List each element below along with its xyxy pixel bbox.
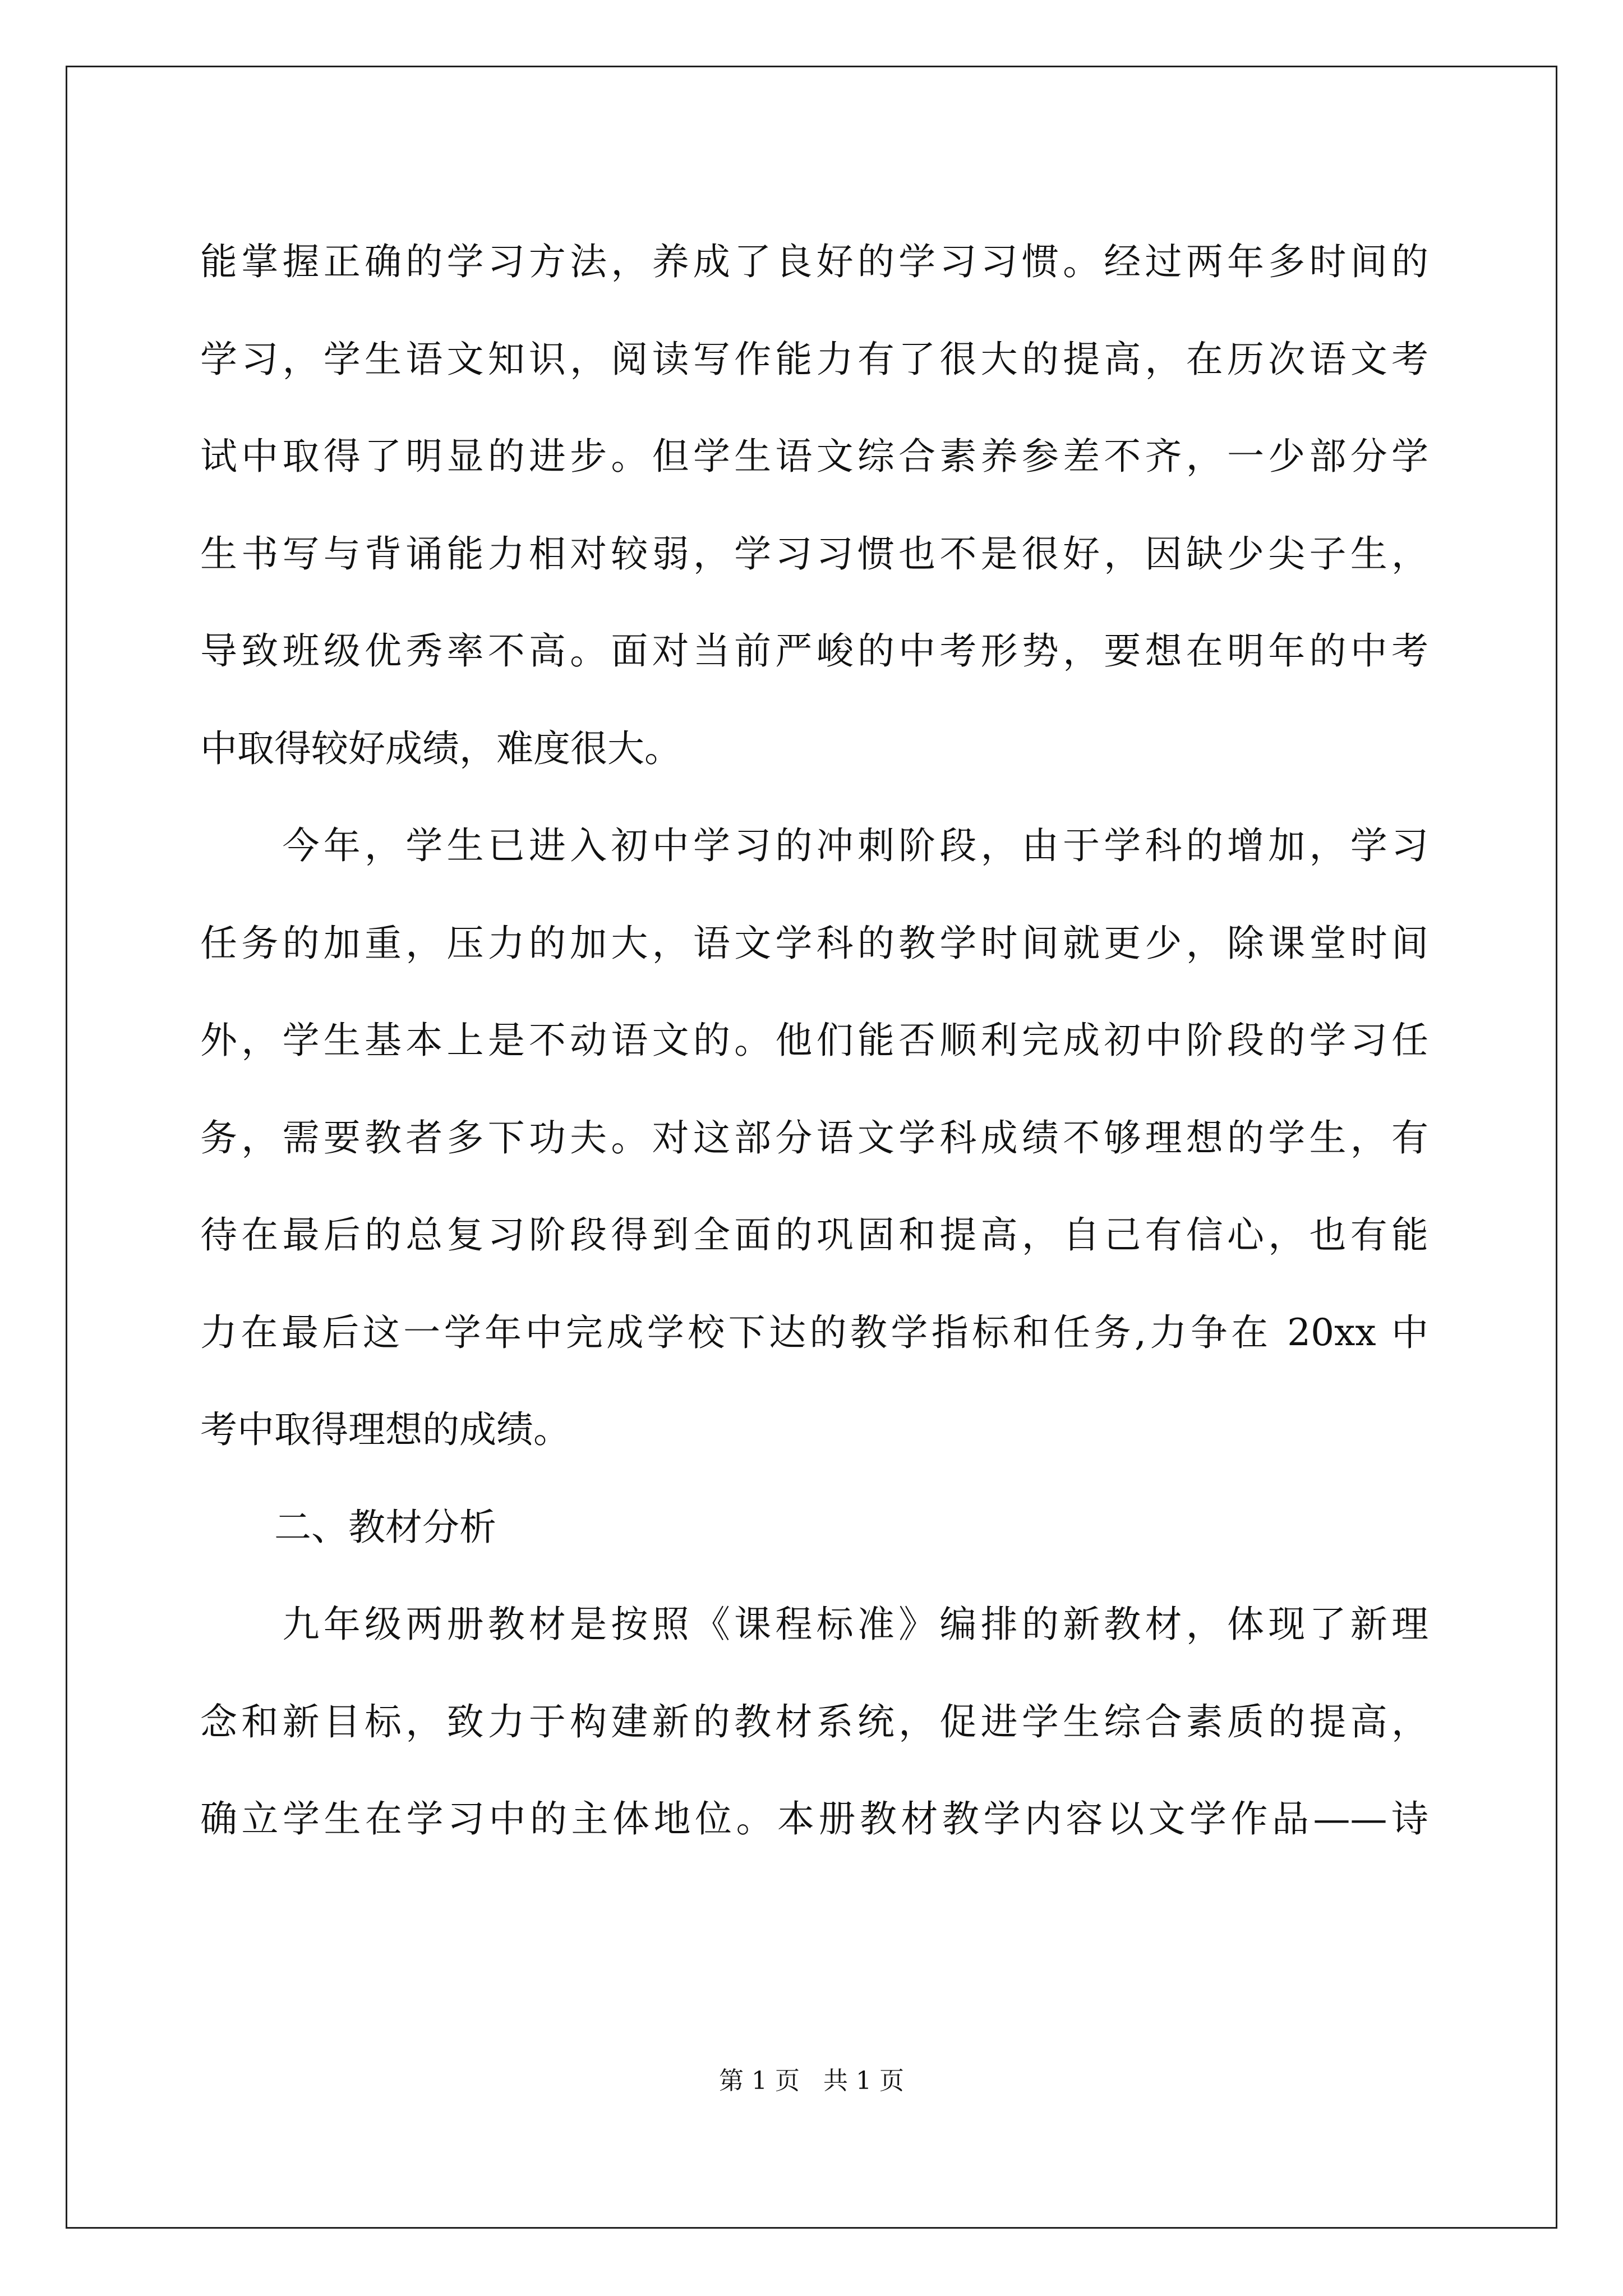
text-line: 力在最后这一学年中完成学校下达的教学指标和任务,力争在 20xx 中 <box>200 1310 1428 1354</box>
text-line: 能掌握正确的学习方法，养成了良好的学习习惯。经过两年多时间的 <box>200 240 1428 283</box>
text-line: 考中取得理想的成绩。 <box>200 1408 570 1451</box>
text-line: 试中取得了明显的进步。但学生语文综合素养参差不齐，一少部分学 <box>200 435 1428 478</box>
text-line: 外，学生基本上是不动语文的。他们能否顺利完成初中阶段的学习任 <box>200 1019 1428 1062</box>
document-body <box>200 213 1428 1868</box>
text-line: 生书写与背诵能力相对较弱，学习习惯也不是很好，因缺少尖子生， <box>200 532 1428 576</box>
text-line: 九年级两册教材是按照《课程标准》编排的新教材，体现了新理 <box>200 1603 1428 1646</box>
text-line: 任务的加重，压力的加大，语文学科的教学时间就更少，除课堂时间 <box>200 921 1428 965</box>
text-line: 学习，学生语文知识，阅读写作能力有了很大的提高，在历次语文考 <box>200 337 1428 381</box>
text-line: 中取得较好成绩，难度很大。 <box>200 726 681 770</box>
text-line: 待在最后的总复习阶段得到全面的巩固和提高，自己有信心，也有能 <box>200 1213 1428 1257</box>
text-line: 导致班级优秀率不高。面对当前严峻的中考形势，要想在明年的中考 <box>200 629 1428 673</box>
text-line: 务，需要教者多下功夫。对这部分语文学科成绩不够理想的学生，有 <box>200 1116 1428 1159</box>
text-line: 确立学生在学习中的主体地位。本册教材教学内容以文学作品——诗 <box>200 1797 1428 1841</box>
section-heading: 二、教材分析 <box>200 1505 496 1549</box>
text-line: 今年，学生已进入初中学习的冲刺阶段，由于学科的增加，学习 <box>200 824 1428 867</box>
text-line: 念和新目标，致力于构建新的教材系统，促进学生综合素质的提高， <box>200 1700 1428 1743</box>
page-footer: 第 1 页 共 1 页 <box>719 2067 904 2095</box>
